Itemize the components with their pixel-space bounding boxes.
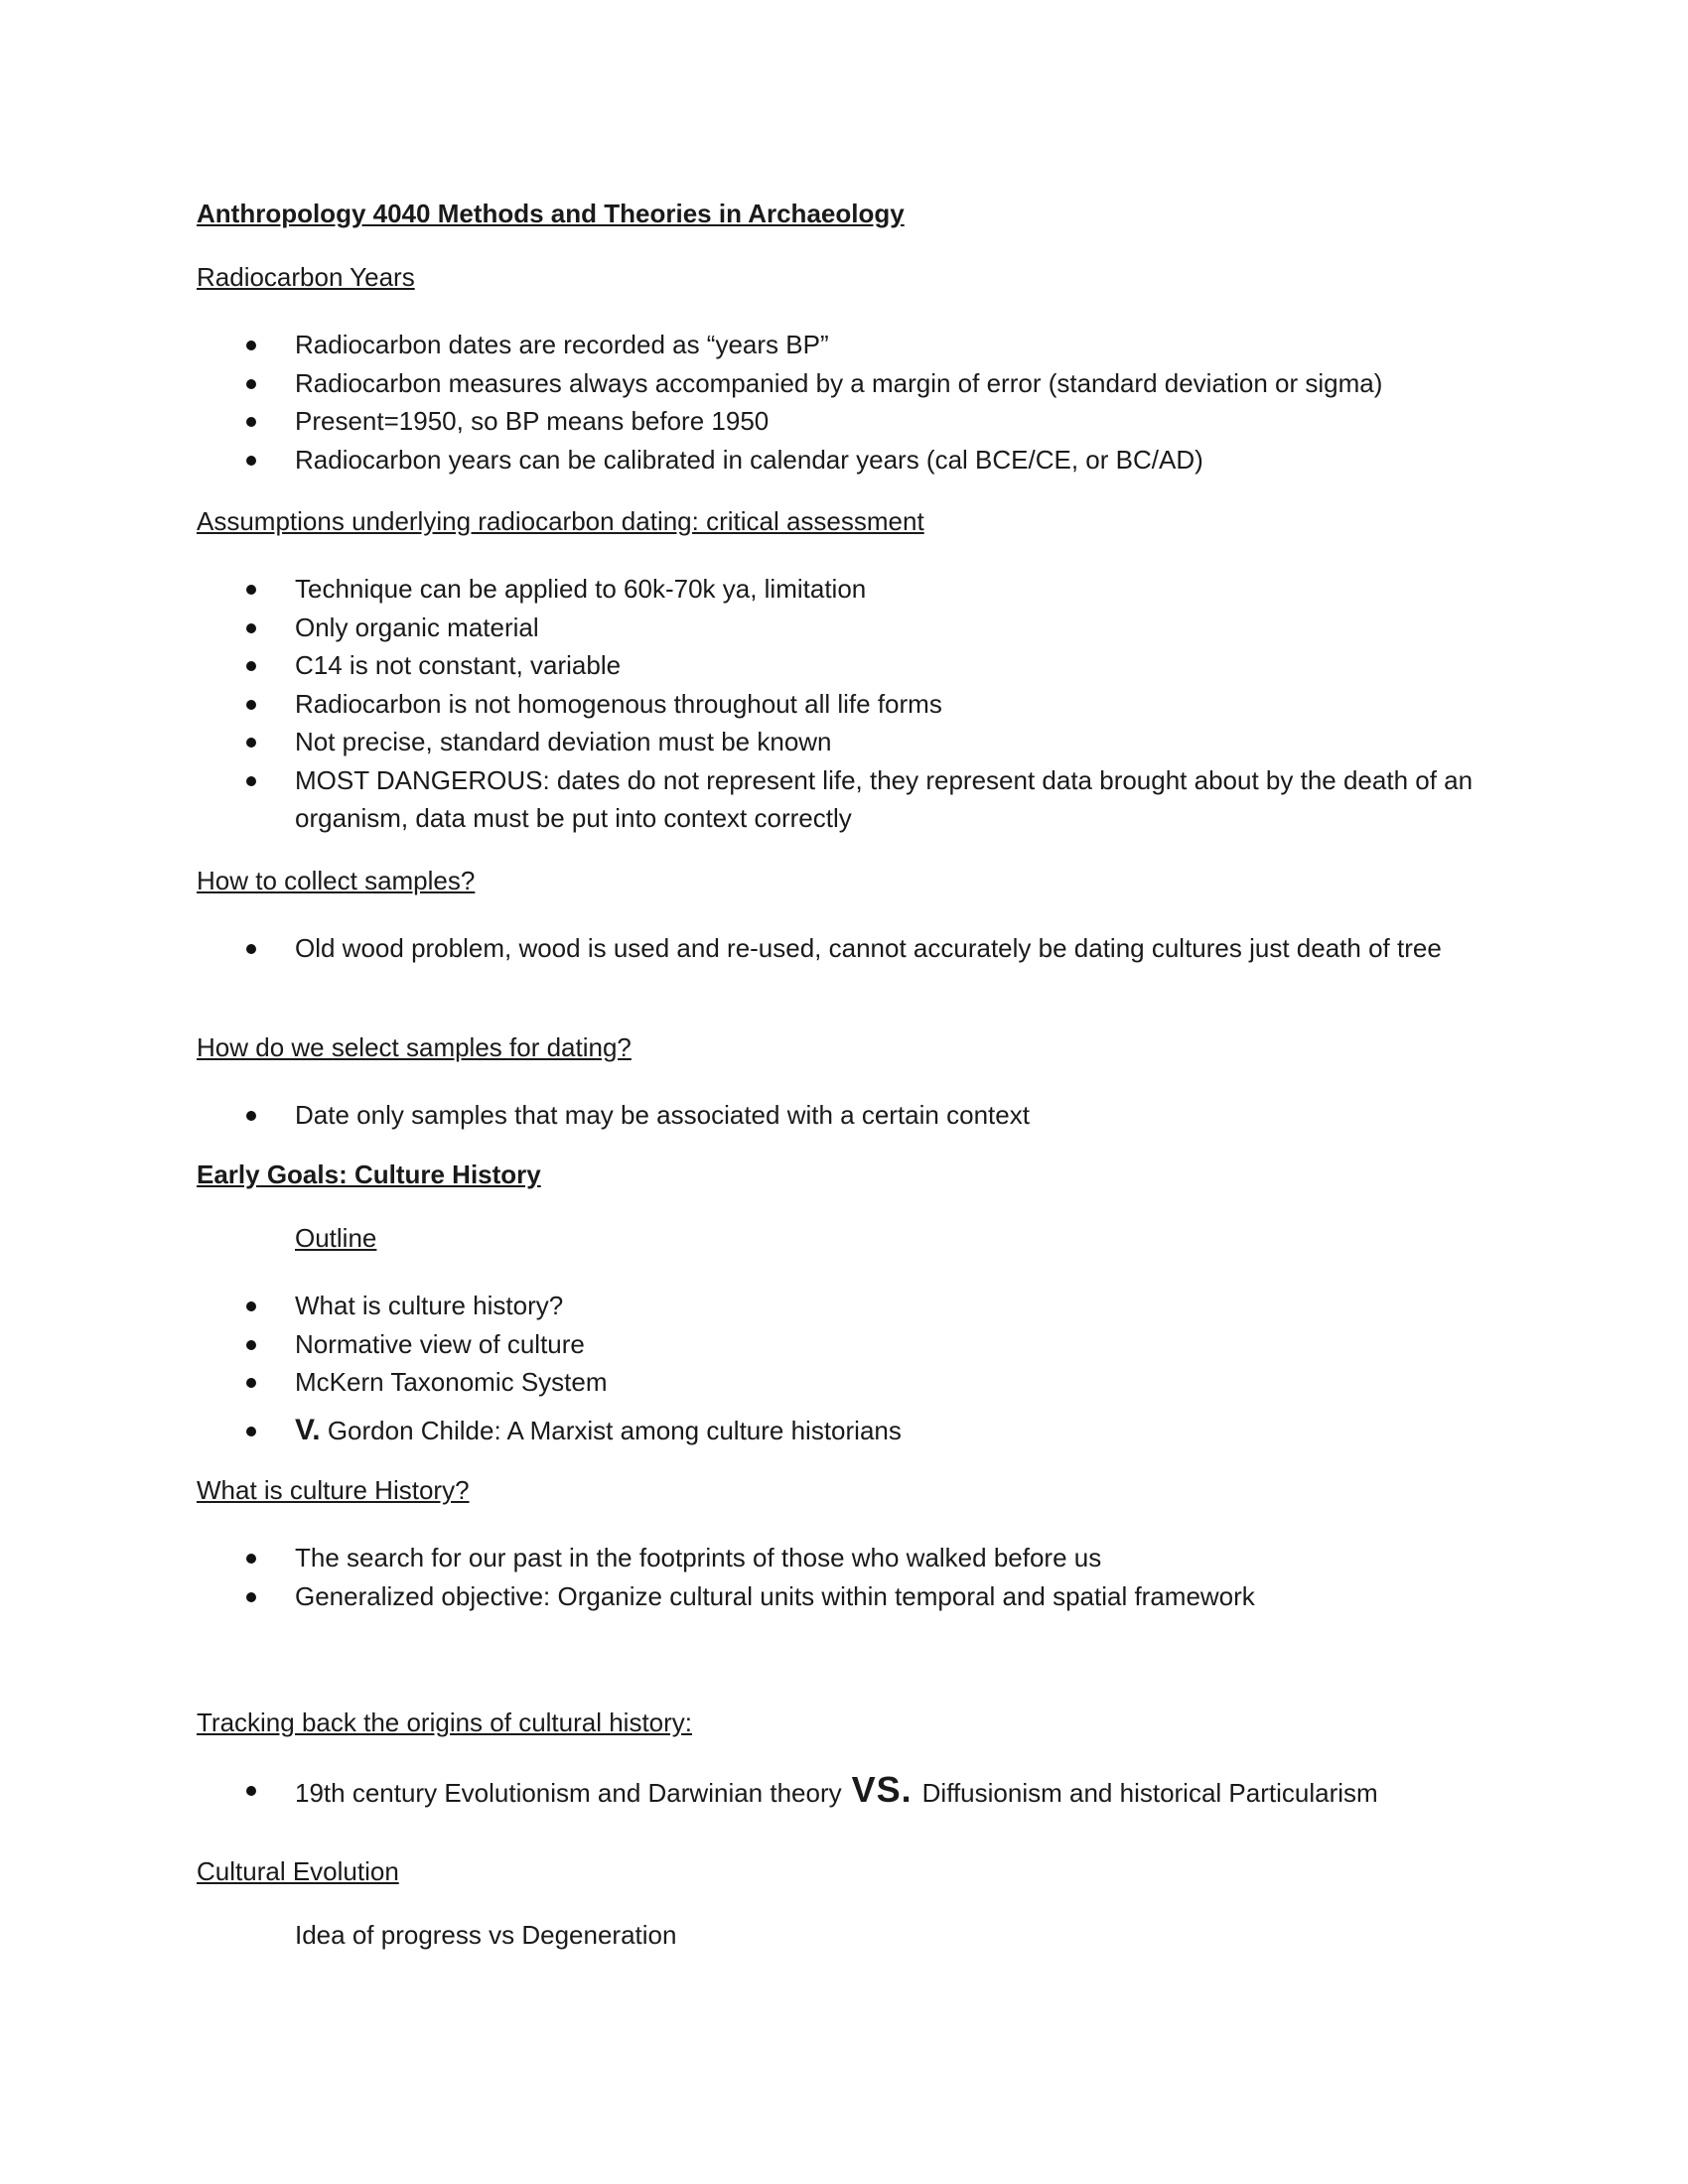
heading-radiocarbon-years: Radiocarbon Years <box>197 262 415 292</box>
heading-assumptions: Assumptions underlying radiocarbon dating: critical assessment <box>197 506 924 536</box>
list-select-samples <box>246 1096 1497 1135</box>
heading-select-samples: How do we select samples for dating? <box>197 1032 632 1062</box>
list-item: Generalized objective: Organize cultural units within temporal and spatial framework <box>246 1577 1497 1616</box>
bullet-icon <box>246 456 256 466</box>
list-what-is-culture-history <box>246 1539 1497 1615</box>
bullet-icon <box>246 1554 256 1564</box>
bullet-icon <box>246 417 256 427</box>
list-item: Not precise, standard deviation must be known <box>246 723 1497 761</box>
bullet-icon <box>246 379 256 389</box>
list-item: V. Gordon Childe: A Marxist among culture historians <box>246 1412 1497 1450</box>
bullet-icon <box>246 1592 256 1602</box>
bullet-icon <box>246 661 256 671</box>
list-item: Old wood problem, wood is used and re-used, cannot accurately be dating cultures just death of tree <box>246 929 1497 968</box>
document-title: Anthropology 4040 Methods and Theories in Archaeology <box>197 199 905 228</box>
list-item: McKern Taxonomic System <box>246 1363 1497 1402</box>
list-item: Normative view of culture <box>246 1325 1497 1364</box>
vs-label: VS. <box>851 1769 913 1810</box>
heading-collect-samples: How to collect samples? <box>197 866 476 895</box>
bullet-icon <box>246 738 256 748</box>
list-item: Date only samples that may be associated with a certain context <box>246 1096 1497 1135</box>
heading-what-is-culture-history: What is culture History? <box>197 1475 470 1505</box>
list-assumptions <box>246 570 1497 838</box>
bullet-icon <box>246 1378 256 1388</box>
bullet-icon <box>246 1786 256 1796</box>
list-collect-samples <box>246 929 1497 968</box>
heading-cultural-evolution: Cultural Evolution <box>197 1856 399 1886</box>
bullet-icon <box>246 623 256 633</box>
bullet-icon <box>246 1340 256 1350</box>
bullet-icon <box>246 944 256 954</box>
list-item: Radiocarbon dates are recorded as “years BP” <box>246 326 1497 364</box>
list-item: Radiocarbon years can be calibrated in calendar years (cal BCE/CE, or BC/AD) <box>246 441 1497 479</box>
bullet-icon <box>246 341 256 350</box>
list-item: What is culture history? <box>246 1287 1497 1325</box>
list-item: C14 is not constant, variable <box>246 646 1497 685</box>
list-outline <box>246 1287 1497 1449</box>
bullet-icon <box>246 1427 256 1436</box>
bullet-icon <box>246 1301 256 1311</box>
list-item: Radiocarbon measures always accompanied by a margin of error (standard deviation or sigma) <box>246 364 1497 403</box>
list-radiocarbon-years <box>246 326 1497 478</box>
list-item: Only organic material <box>246 609 1497 647</box>
heading-outline: Outline <box>295 1223 377 1253</box>
list-item: The search for our past in the footprints of those who walked before us <box>246 1539 1497 1577</box>
bullet-icon <box>246 776 256 786</box>
list-item: Technique can be applied to 60k-70k ya, limitation <box>246 570 1497 609</box>
list-tracking-back <box>246 1771 1497 1813</box>
bullet-icon <box>246 1111 256 1121</box>
list-item: 19th century Evolutionism and Darwinian theory VS. Diffusionism and historical Particularism <box>246 1771 1497 1813</box>
list-item: Present=1950, so BP means before 1950 <box>246 402 1497 441</box>
heading-early-goals: Early Goals: Culture History <box>197 1160 541 1189</box>
list-item: MOST DANGEROUS: dates do not represent life, they represent data brought about by the death of an organism, data must be put into context correctly <box>246 761 1497 838</box>
bullet-icon <box>246 585 256 595</box>
cultural-evolution-text: Idea of progress vs Degeneration <box>295 1920 677 1950</box>
bullet-icon <box>246 700 256 710</box>
list-item: Radiocarbon is not homogenous throughout all life forms <box>246 685 1497 724</box>
childe-initial: V. <box>295 1413 321 1446</box>
heading-tracking-back: Tracking back the origins of cultural history: <box>197 1707 693 1737</box>
